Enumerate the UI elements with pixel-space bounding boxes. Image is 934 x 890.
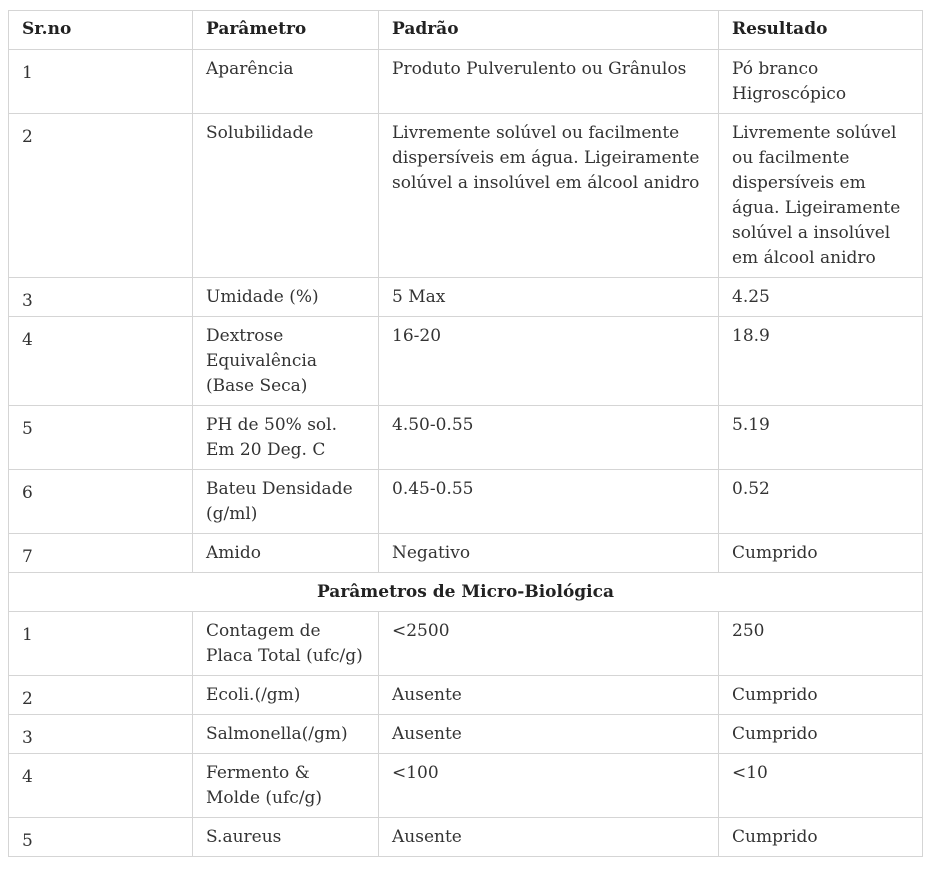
cell-parametro: Solubilidade	[193, 114, 379, 278]
cell-parametro: Amido	[193, 534, 379, 573]
cell-resultado: Cumprido	[719, 715, 923, 754]
cell-parametro: Dextrose Equivalência (Base Seca)	[193, 317, 379, 406]
cell-parametro: Contagem de Placa Total (ufc/g)	[193, 612, 379, 676]
header-row	[9, 11, 923, 50]
cell-parametro: Fermento & Molde (ufc/g)	[193, 754, 379, 818]
cell-srno: 2	[9, 114, 193, 278]
header-padrao: Padrão	[379, 11, 719, 50]
cell-resultado: 18.9	[719, 317, 923, 406]
cell-padrao: 16-20	[379, 317, 719, 406]
cell-padrao: Produto Pulverulento ou Grânulos	[379, 50, 719, 114]
cell-srno: 5	[9, 406, 193, 470]
table-row	[9, 114, 923, 278]
table-row	[9, 676, 923, 715]
specification-table	[8, 10, 923, 857]
cell-resultado: Cumprido	[719, 534, 923, 573]
table-row	[9, 470, 923, 534]
cell-parametro: Bateu Densidade (g/ml)	[193, 470, 379, 534]
header-resultado: Resultado	[719, 11, 923, 50]
cell-resultado: Livremente solúvel ou facilmente dispersíveis em água. Ligeiramente solúvel a insolúvel em álcool anidro	[719, 114, 923, 278]
cell-parametro: Ecoli.(/gm)	[193, 676, 379, 715]
cell-padrao: Ausente	[379, 676, 719, 715]
cell-padrao: 0.45-0.55	[379, 470, 719, 534]
cell-padrao: Ausente	[379, 818, 719, 857]
cell-padrao: Livremente solúvel ou facilmente dispersíveis em água. Ligeiramente solúvel a insolúvel em álcool anidro	[379, 114, 719, 278]
cell-srno: 1	[9, 50, 193, 114]
cell-srno: 2	[9, 676, 193, 715]
cell-resultado: 4.25	[719, 278, 923, 317]
table-row	[9, 818, 923, 857]
table-row	[9, 406, 923, 470]
cell-srno: 4	[9, 754, 193, 818]
cell-resultado: <10	[719, 754, 923, 818]
cell-parametro: Salmonella(/gm)	[193, 715, 379, 754]
cell-padrao: <2500	[379, 612, 719, 676]
table-row	[9, 50, 923, 114]
cell-padrao: 4.50-0.55	[379, 406, 719, 470]
header-srno: Sr.no	[9, 11, 193, 50]
cell-padrao: Negativo	[379, 534, 719, 573]
cell-srno: 3	[9, 278, 193, 317]
cell-srno: 6	[9, 470, 193, 534]
table-row	[9, 754, 923, 818]
cell-padrao: 5 Max	[379, 278, 719, 317]
cell-srno: 7	[9, 534, 193, 573]
table-row	[9, 317, 923, 406]
section-row	[9, 573, 923, 612]
cell-srno: 1	[9, 612, 193, 676]
cell-parametro: S.aureus	[193, 818, 379, 857]
table-row	[9, 612, 923, 676]
table-row	[9, 278, 923, 317]
table-row	[9, 715, 923, 754]
cell-resultado: Cumprido	[719, 676, 923, 715]
table-row	[9, 534, 923, 573]
cell-padrao: Ausente	[379, 715, 719, 754]
cell-resultado: 250	[719, 612, 923, 676]
cell-srno: 3	[9, 715, 193, 754]
cell-srno: 5	[9, 818, 193, 857]
cell-resultado: 5.19	[719, 406, 923, 470]
cell-resultado: 0.52	[719, 470, 923, 534]
cell-parametro: Aparência	[193, 50, 379, 114]
section-title-microbiologica: Parâmetros de Micro-Biológica	[9, 573, 923, 612]
cell-parametro: Umidade (%)	[193, 278, 379, 317]
cell-parametro: PH de 50% sol. Em 20 Deg. C	[193, 406, 379, 470]
cell-padrao: <100	[379, 754, 719, 818]
header-parametro: Parâmetro	[193, 11, 379, 50]
cell-resultado: Cumprido	[719, 818, 923, 857]
cell-resultado: Pó branco Higroscópico	[719, 50, 923, 114]
cell-srno: 4	[9, 317, 193, 406]
